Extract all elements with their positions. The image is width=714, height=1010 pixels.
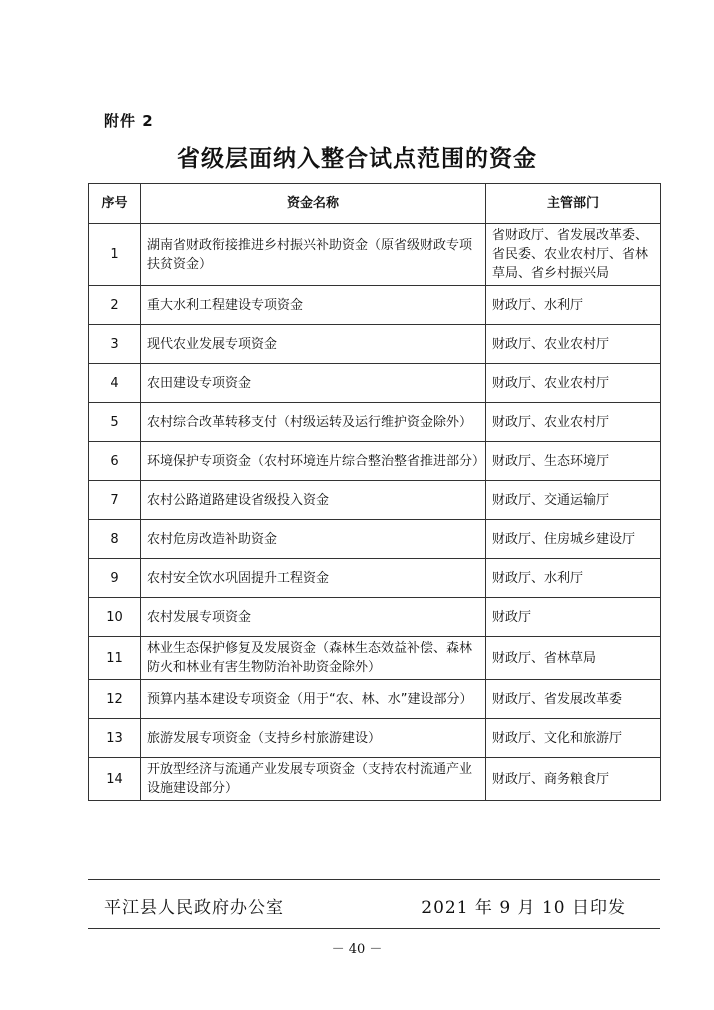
row-department: 财政厅、交通运输厅 [486, 481, 661, 520]
row-seq: 13 [89, 719, 141, 758]
row-department: 财政厅、农业农村厅 [486, 325, 661, 364]
column-header-fund-name: 资金名称 [141, 184, 486, 224]
row-fund-name: 预算内基本建设专项资金（用于“农、林、水”建设部分） [141, 680, 486, 719]
row-department: 省财政厅、省发展改革委、省民委、农业农村厅、省林草局、省乡村振兴局 [486, 224, 661, 286]
row-fund-name: 农村发展专项资金 [141, 598, 486, 637]
row-seq: 9 [89, 559, 141, 598]
row-fund-name: 开放型经济与流通产业发展专项资金（支持农村流通产业设施建设部分） [141, 758, 486, 801]
table-row [89, 364, 661, 403]
row-fund-name: 环境保护专项资金（农村环境连片综合整治整省推进部分） [141, 442, 486, 481]
row-department: 财政厅、水利厅 [486, 559, 661, 598]
row-fund-name: 农村安全饮水巩固提升工程资金 [141, 559, 486, 598]
row-fund-name: 湖南省财政衔接推进乡村振兴补助资金（原省级财政专项扶贫资金） [141, 224, 486, 286]
row-seq: 5 [89, 403, 141, 442]
footer-issue-date: 2021 年 9 月 10 日印发 [421, 898, 626, 918]
table-row [89, 286, 661, 325]
row-seq: 14 [89, 758, 141, 801]
row-department: 财政厅、农业农村厅 [486, 403, 661, 442]
row-department: 财政厅、住房城乡建设厅 [486, 520, 661, 559]
table-row [89, 403, 661, 442]
document-title: 省级层面纳入整合试点范围的资金 [177, 146, 537, 172]
row-seq: 12 [89, 680, 141, 719]
table-row [89, 224, 661, 286]
table-row [89, 637, 661, 680]
row-department: 财政厅、省发展改革委 [486, 680, 661, 719]
page-number: － 40 － [331, 942, 383, 957]
row-fund-name: 农田建设专项资金 [141, 364, 486, 403]
table-row [89, 559, 661, 598]
table-row [89, 442, 661, 481]
row-seq: 7 [89, 481, 141, 520]
row-seq: 1 [89, 224, 141, 286]
row-department: 财政厅、文化和旅游厅 [486, 719, 661, 758]
row-department: 财政厅、商务粮食厅 [486, 758, 661, 801]
table-row [89, 598, 661, 637]
table-row [89, 758, 661, 801]
table-header-row [89, 184, 661, 224]
row-seq: 6 [89, 442, 141, 481]
row-fund-name: 农村危房改造补助资金 [141, 520, 486, 559]
row-fund-name: 重大水利工程建设专项资金 [141, 286, 486, 325]
column-header-department: 主管部门 [486, 184, 661, 224]
funds-table [88, 183, 661, 801]
row-seq: 10 [89, 598, 141, 637]
table-row [89, 325, 661, 364]
row-seq: 11 [89, 637, 141, 680]
table-row [89, 719, 661, 758]
row-department: 财政厅 [486, 598, 661, 637]
row-department: 财政厅、生态环境厅 [486, 442, 661, 481]
row-seq: 8 [89, 520, 141, 559]
footer-issuer: 平江县人民政府办公室 [104, 898, 284, 918]
row-fund-name: 林业生态保护修复及发展资金（森林生态效益补偿、森林防火和林业有害生物防治补助资金除外） [141, 637, 486, 680]
row-fund-name: 农村综合改革转移支付（村级运转及运行维护资金除外） [141, 403, 486, 442]
row-department: 财政厅、省林草局 [486, 637, 661, 680]
row-seq: 4 [89, 364, 141, 403]
column-header-seq: 序号 [89, 184, 141, 224]
row-fund-name: 农村公路道路建设省级投入资金 [141, 481, 486, 520]
row-seq: 2 [89, 286, 141, 325]
row-fund-name: 现代农业发展专项资金 [141, 325, 486, 364]
footer-divider-bottom [88, 928, 660, 929]
row-department: 财政厅、水利厅 [486, 286, 661, 325]
attachment-label: 附件 2 [104, 112, 154, 130]
row-fund-name: 旅游发展专项资金（支持乡村旅游建设） [141, 719, 486, 758]
table-row [89, 680, 661, 719]
footer-divider-top [88, 879, 660, 880]
row-department: 财政厅、农业农村厅 [486, 364, 661, 403]
table-row [89, 481, 661, 520]
row-seq: 3 [89, 325, 141, 364]
table-row [89, 520, 661, 559]
